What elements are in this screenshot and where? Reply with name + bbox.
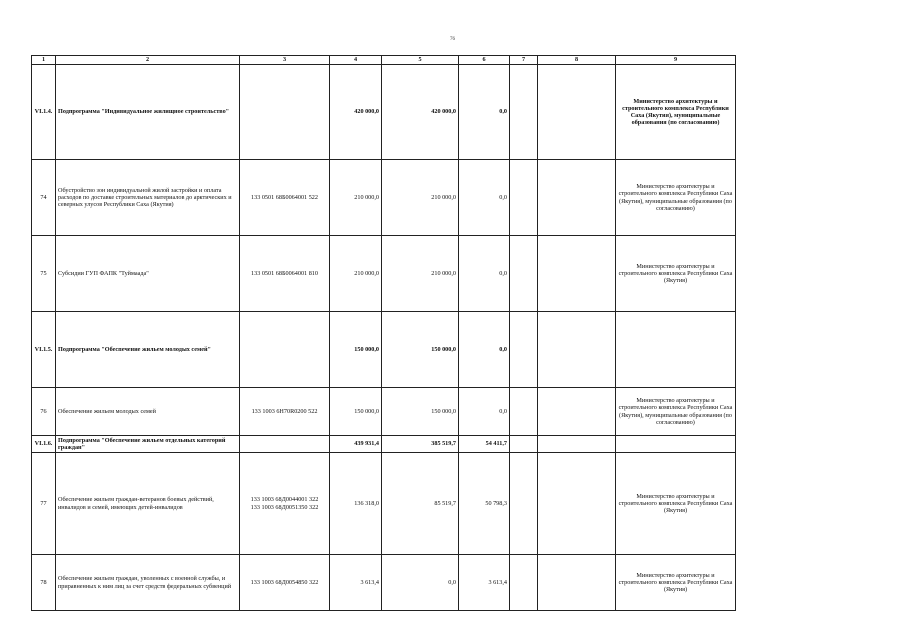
amount-col-8 — [538, 555, 616, 611]
table-row — [32, 388, 736, 436]
row-name: Обустройство зон индивидуальной жилой застройки и оплата расходов по доставке строительных материалов до арктических и северных улусов Республики Саха (Якутия) — [56, 160, 240, 236]
col-header-6: 6 — [459, 56, 510, 65]
executor-cell — [616, 436, 736, 453]
amount-col-5: 385 519,7 — [382, 436, 459, 453]
amount-col-6: 3 613,4 — [459, 555, 510, 611]
row-name: Обеспечение жильем молодых семей — [56, 388, 240, 436]
row-name: Подпрограмма "Индивидуальное жилищное строительство" — [56, 65, 240, 160]
amount-col-7 — [510, 236, 538, 312]
total-amount: 3 613,4 — [330, 555, 382, 611]
amount-col-5: 420 000,0 — [382, 65, 459, 160]
total-amount: 150 000,0 — [330, 388, 382, 436]
row-number: VI.1.5. — [32, 312, 56, 388]
amount-col-7 — [510, 555, 538, 611]
col-header-3: 3 — [240, 56, 330, 65]
row-name: Обеспечение жильем граждан-ветеранов боевых действий, инвалидов и семей, имеющих детей-инвалидов — [56, 453, 240, 555]
executor-cell: Министерство архитектуры и строительного комплекса Республики Саха (Якутия) — [616, 453, 736, 555]
amount-col-8 — [538, 453, 616, 555]
amount-col-6: 0,0 — [459, 236, 510, 312]
col-header-4: 4 — [330, 56, 382, 65]
table-row — [32, 160, 736, 236]
amount-col-6: 0,0 — [459, 65, 510, 160]
row-number: 74 — [32, 160, 56, 236]
amount-col-5: 0,0 — [382, 555, 459, 611]
budget-code: 133 1003 68Д0044001 322 133 1003 68Д0051350 322 — [240, 453, 330, 555]
amount-col-8 — [538, 160, 616, 236]
amount-col-7 — [510, 312, 538, 388]
executor-cell: Министерство архитектуры и строительного комплекса Республики Саха (Якутия) — [616, 236, 736, 312]
table-row — [32, 436, 736, 453]
amount-col-8 — [538, 436, 616, 453]
row-number: VI.1.4. — [32, 65, 56, 160]
amount-col-5: 85 519,7 — [382, 453, 459, 555]
budget-code — [240, 436, 330, 453]
total-amount: 420 000,0 — [330, 65, 382, 160]
executor-cell: Министерство архитектуры и строительного комплекса Республики Саха (Якутия), муниципальные образования (по согласованию) — [616, 65, 736, 160]
executor-cell: Министерство архитектуры и строительного комплекса Республики Саха (Якутия), муниципальные образования (по согласованию) — [616, 388, 736, 436]
budget-code — [240, 312, 330, 388]
amount-col-5: 210 000,0 — [382, 236, 459, 312]
total-amount: 136 318,0 — [330, 453, 382, 555]
page-number: 76 — [450, 37, 455, 42]
header-row — [32, 56, 736, 65]
executor-cell: Министерство архитектуры и строительного комплекса Республики Саха (Якутия), муниципальные образования (по согласованию) — [616, 160, 736, 236]
row-number: VI.1.6. — [32, 436, 56, 453]
amount-col-7 — [510, 453, 538, 555]
executor-cell — [616, 312, 736, 388]
amount-col-7 — [510, 436, 538, 453]
total-amount: 210 000,0 — [330, 160, 382, 236]
amount-col-8 — [538, 312, 616, 388]
col-header-8: 8 — [538, 56, 616, 65]
col-header-9: 9 — [616, 56, 736, 65]
amount-col-6: 0,0 — [459, 160, 510, 236]
table-row — [32, 65, 736, 160]
budget-code: 133 1003 6Н70R0200 522 — [240, 388, 330, 436]
amount-col-8 — [538, 236, 616, 312]
amount-col-6: 0,0 — [459, 388, 510, 436]
amount-col-6: 0,0 — [459, 312, 510, 388]
amount-col-6: 50 798,3 — [459, 453, 510, 555]
budget-code — [240, 65, 330, 160]
col-header-1: 1 — [32, 56, 56, 65]
amount-col-8 — [538, 65, 616, 160]
row-name: Подпрограмма "Обеспечение жильем молодых семей" — [56, 312, 240, 388]
amount-col-8 — [538, 388, 616, 436]
table-row — [32, 453, 736, 555]
row-number: 78 — [32, 555, 56, 611]
amount-col-5: 150 000,0 — [382, 388, 459, 436]
total-amount: 150 000,0 — [330, 312, 382, 388]
row-number: 76 — [32, 388, 56, 436]
budget-table — [31, 55, 736, 611]
row-name: Подпрограмма "Обеспечение жильем отдельных категорий граждан" — [56, 436, 240, 453]
table-row — [32, 312, 736, 388]
row-number: 77 — [32, 453, 56, 555]
amount-col-7 — [510, 65, 538, 160]
row-name: Субсидии ГУП ФАПК "Туймаада" — [56, 236, 240, 312]
amount-col-5: 150 000,0 — [382, 312, 459, 388]
row-number: 75 — [32, 236, 56, 312]
col-header-2: 2 — [56, 56, 240, 65]
amount-col-6: 54 411,7 — [459, 436, 510, 453]
total-amount: 439 931,4 — [330, 436, 382, 453]
executor-cell: Министерство архитектуры и строительного комплекса Республики Саха (Якутия) — [616, 555, 736, 611]
budget-code: 133 0501 68Б0064001 522 — [240, 160, 330, 236]
amount-col-5: 210 000,0 — [382, 160, 459, 236]
budget-code: 133 1003 68Д0054850 322 — [240, 555, 330, 611]
total-amount: 210 000,0 — [330, 236, 382, 312]
table-row — [32, 555, 736, 611]
col-header-5: 5 — [382, 56, 459, 65]
amount-col-7 — [510, 160, 538, 236]
col-header-7: 7 — [510, 56, 538, 65]
row-name: Обеспечение жильем граждан, уволенных с военной службы, и приравненных к ним лиц за счет средств федеральных субвенций — [56, 555, 240, 611]
table-row — [32, 236, 736, 312]
budget-code: 133 0501 68Б0064001 810 — [240, 236, 330, 312]
amount-col-7 — [510, 388, 538, 436]
